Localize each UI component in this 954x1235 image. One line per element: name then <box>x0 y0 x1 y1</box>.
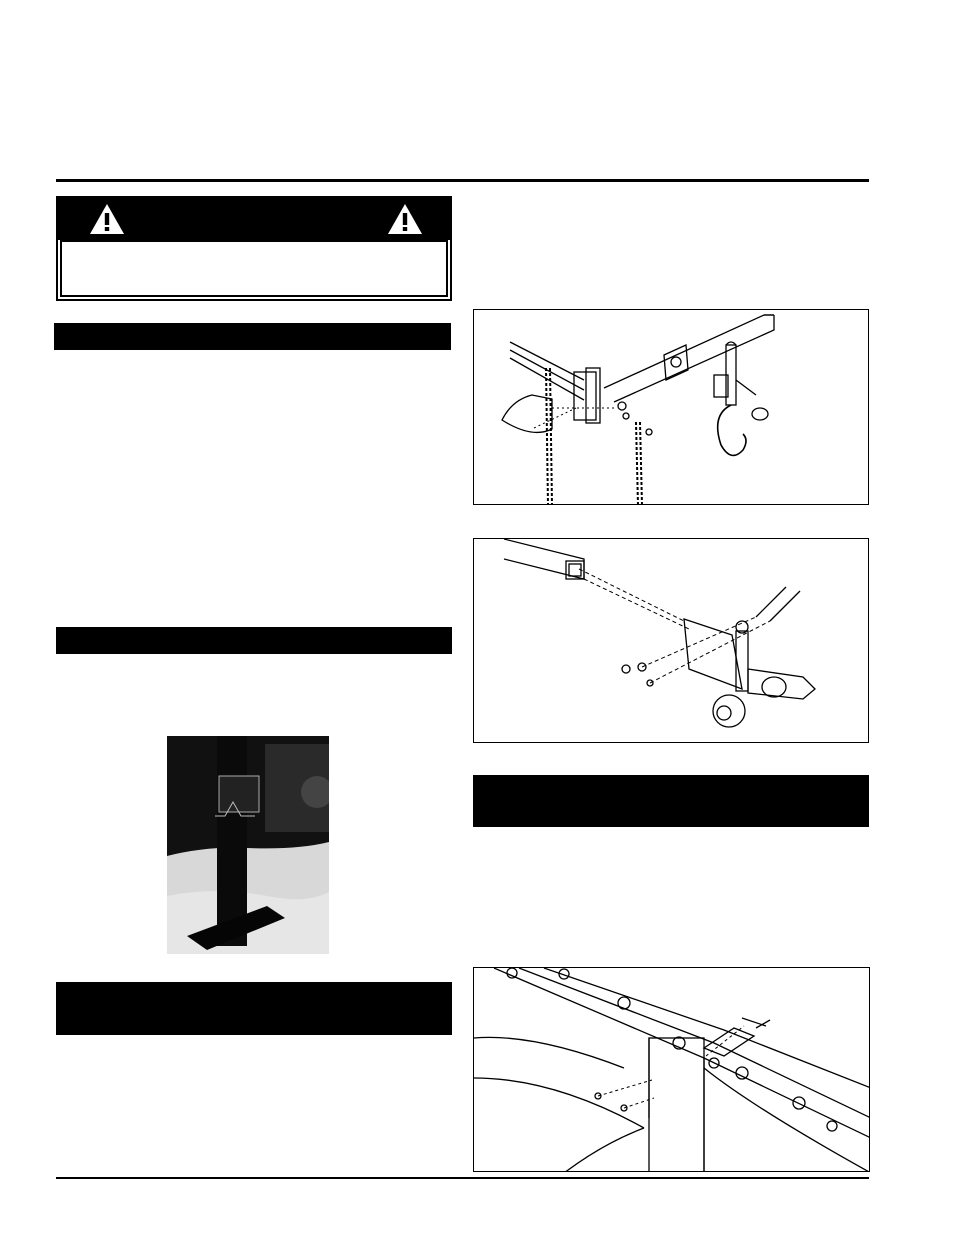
section-heading-bar <box>54 323 451 350</box>
figure-jack-bracket <box>473 538 869 743</box>
section-heading-bar <box>56 627 452 654</box>
warning-body <box>60 240 448 297</box>
warning-box <box>56 196 452 301</box>
jack-stand-photo <box>167 736 329 954</box>
warning-header <box>58 198 450 240</box>
figure-hitch-assembly <box>473 309 869 505</box>
warning-triangle-icon <box>386 202 424 236</box>
jack-stand-photo <box>167 736 329 954</box>
jack-mount-bracket-diagram <box>474 539 869 743</box>
bottom-rule <box>56 1177 869 1179</box>
frame-crossmember-bracket-diagram <box>474 968 870 1172</box>
section-heading-bar <box>56 982 452 1035</box>
top-rule <box>56 179 869 182</box>
hitch-jack-chain-assembly-diagram <box>474 310 869 505</box>
section-heading-bar <box>473 775 869 827</box>
warning-triangle-icon <box>88 202 126 236</box>
figure-frame-bracket <box>473 967 870 1172</box>
